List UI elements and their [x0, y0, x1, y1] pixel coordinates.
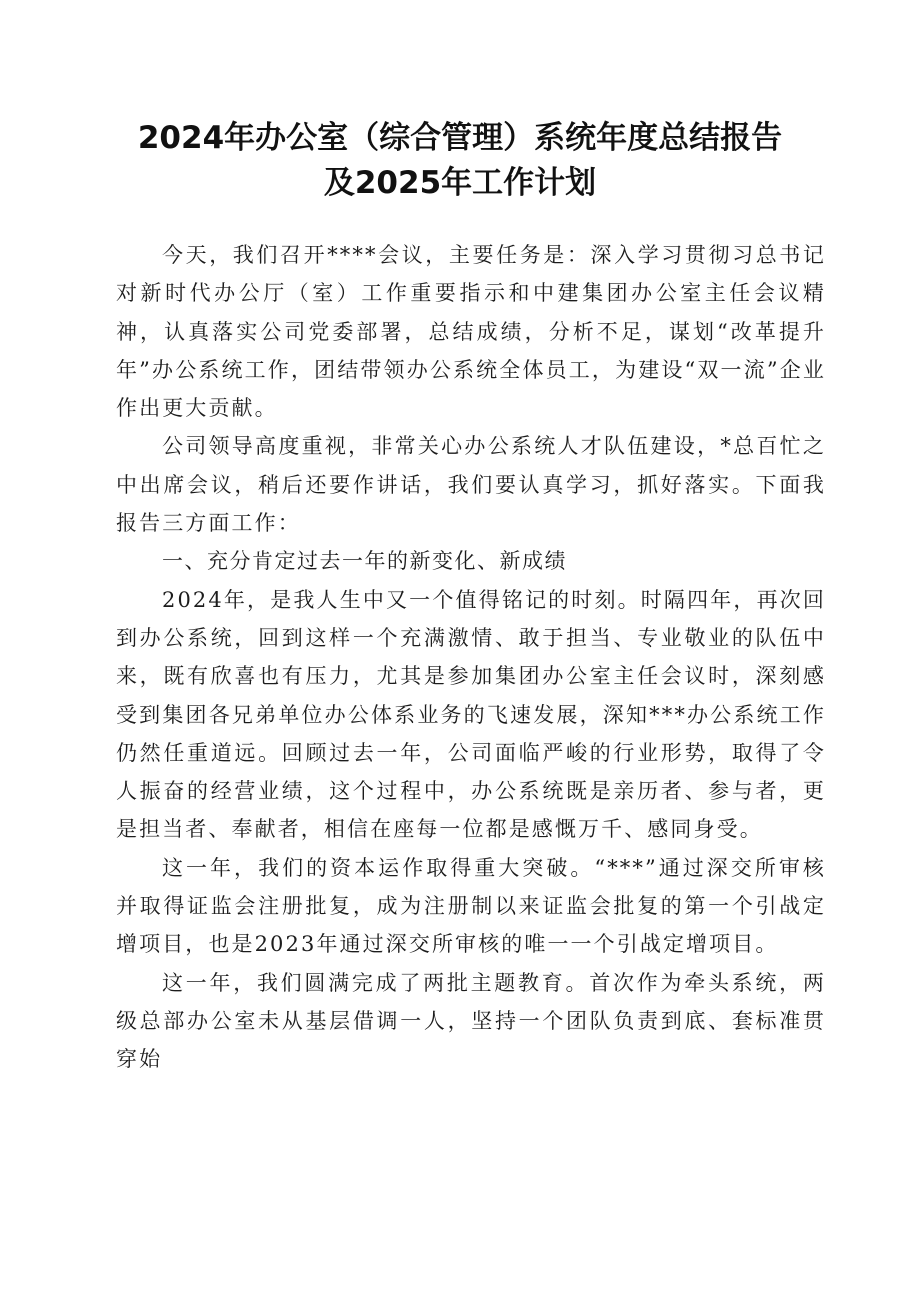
paragraph-meeting-intro: 今天，我们召开****会议，主要任务是：深入学习贯彻习总书记对新时代办公厅（室）工作重要指示和中建集团办公室主任会议精神，认真落实公司党委部署，总结成绩，分析不足，谋划“改革提升年”办公系统工作，团结带领办公系统全体员工，为建设“双一流”企业作出更大贡献。	[116, 243, 826, 421]
document-title-line-2: 及2025年工作计划	[323, 165, 597, 201]
paragraph-2024-review: 2024年，是我人生中又一个值得铭记的时刻。时隔四年，再次回到办公系统，回到这样一个充满激情、敢于担当、专业敬业的队伍中来，既有欣喜也有压力，尤其是参加集团办公室主任会议时，深刻感受到集团各兄弟单位办公体系业务的飞速发展，深知***办公系统工作仍然任重道远。回顾过去一年，公司面临严峻的行业形势，取得了令人振奋的经营业绩，这个过程中，办公系统既是亲历者、参与者，更是担当者、奉献者，相信在座每一位都是感慨万千、感同身受。	[116, 587, 826, 842]
document-title-line-1: 2024年办公室（综合管理）系统年度总结报告	[137, 120, 783, 156]
paragraph-theme-education: 这一年，我们圆满完成了两批主题教育。首次作为牵头系统，两级总部办公室未从基层借调一人，坚持一个团队负责到底、套标准贯穿始	[116, 970, 826, 1072]
section-heading-1: 一、充分肯定过去一年的新变化、新成绩	[162, 549, 567, 574]
document-body	[116, 236, 826, 1079]
paragraph-capital-operation: 这一年，我们的资本运作取得重大突破。“***”通过深交所审核并取得证监会注册批复，成为注册制以来证监会批复的第一个引战定增项目，也是2023年通过深交所审核的唯一一个引战定增项目。	[116, 855, 826, 957]
paragraph-leadership: 公司领导高度重视，非常关心办公系统人才队伍建设，*总百忙之中出席会议，稍后还要作讲话，我们要认真学习，抓好落实。下面我报告三方面工作：	[116, 434, 826, 536]
